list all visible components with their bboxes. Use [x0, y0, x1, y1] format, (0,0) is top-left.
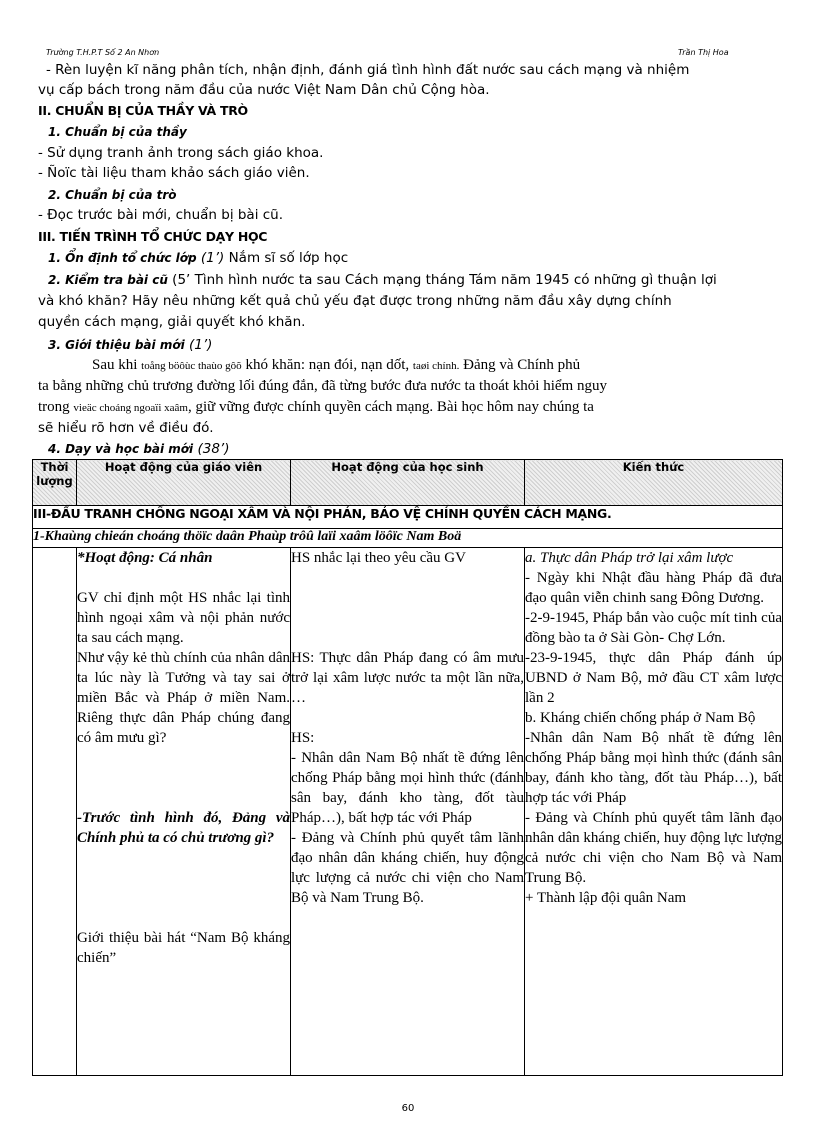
cell-teacher-activity [77, 548, 291, 1076]
section-3-title: III. TIẾN TRÌNH TỔ CHỨC DẠY HỌC [38, 229, 268, 244]
step-1 [48, 248, 788, 268]
cell-time [33, 548, 77, 1076]
cell-paragraph: - Đảng và Chính phủ quyết tâm lãnh đạo nhân dân kháng chiến, huy động lực lượng cả nước chi viện cho Nam Bộ và Nam Trung Bộ. [525, 810, 782, 886]
step-1-text: Nắm sĩ số lớp học [228, 250, 349, 266]
header-school: Trường T.H.P.T Số 2 An Nhơn [46, 48, 160, 57]
cell-paragraph: HS: [291, 730, 315, 746]
cell-paragraph: HS nhắc lại theo yêu cầu GV [291, 550, 466, 566]
table-body-row [33, 548, 783, 1076]
cell-paragraph: - Đảng và Chính phủ quyết tâm lãnh đạo nhân dân kháng chiến, huy động lực lượng cả nước chi viện cho Nam Bộ và Nam Trung Bộ. [291, 830, 524, 906]
lesson-plan-table [32, 459, 783, 1076]
cell-paragraph [77, 888, 290, 908]
intro-text: , giữ vững được chính quyền cách mạng. Bài học hôm nay chúng ta [187, 399, 594, 415]
step-2-text-1: (5’ Tình hình nước ta sau Cách mạng tháng Tám năm 1945 có những gì thuận lợi [167, 272, 717, 288]
step-2-text-2: và khó khăn? Hãy nêu những kết quả chủ yếu đạt được trong những năm đầu xây dựng chính [38, 293, 672, 309]
cell-paragraph [77, 768, 290, 788]
sub-teacher-heading: 1. Chuẩn bị của thầy [48, 125, 187, 139]
student-item-1: - Đọc trước bài mới, chuẩn bị bài cũ. [38, 207, 284, 223]
intro-garbled-text: vieäc choáng ngoaïi xaâm [73, 402, 188, 414]
cell-paragraph [291, 588, 524, 608]
cell-paragraph [77, 748, 290, 768]
cell-paragraph [77, 788, 290, 808]
page-number: 60 [401, 1103, 415, 1114]
cell-paragraph: -Trước tình hình đó, Đảng và Chính phủ ta có chủ trương gì? [77, 810, 290, 846]
cell-paragraph: b. Kháng chiến chống pháp ở Nam Bộ [525, 710, 756, 726]
col-time-header [33, 460, 77, 506]
cell-paragraph [77, 868, 290, 888]
cell-paragraph [77, 568, 290, 588]
intro-garbled-text: taøi chính. [412, 360, 460, 372]
intro-line-1 [92, 355, 816, 376]
table-subsection-row [33, 529, 783, 548]
intro-text: trong [38, 399, 74, 415]
cell-paragraph: a. Thực dân Pháp trở lại xâm lược [525, 550, 734, 566]
cell-paragraph: Như vậy kẻ thù chính của nhân dân ta lúc này là Tưởng và tay sai ở miền Bắc và Pháp ở miền Nam. Riêng thực dân Pháp chúng đang có âm mưu gì? [77, 650, 290, 746]
intro-line-3 [38, 397, 778, 418]
col-student-header: Hoạt động của học sinh [291, 460, 525, 506]
objectives-line-1: - Rèn luyện kĩ năng phân tích, nhận định, đánh giá tình hình đất nước sau cách mạng và nhiệm [46, 62, 690, 78]
teacher-item-2: - Ñoïc tài liệu tham khảo sách giáo viên. [38, 165, 310, 181]
step-4-time: (38’) [193, 441, 230, 457]
section-2-title: II. CHUẨN BỊ CỦA THẦY VÀ TRÒ [38, 103, 248, 118]
cell-paragraph: + Thành lập đội quân Nam [525, 890, 687, 906]
table-header-row [33, 460, 783, 506]
cell-paragraph: GV chỉ định một HS nhắc lại tình hình ngoại xâm và nội phản nước ta sau cách mạng. [77, 590, 290, 646]
cell-paragraph [291, 628, 524, 648]
cell-paragraph [77, 908, 290, 928]
step-1-time: (1’) [196, 250, 229, 266]
step-2-label: 2. Kiểm tra bài cũ [48, 273, 168, 287]
cell-paragraph [291, 608, 524, 628]
cell-paragraph [291, 568, 524, 588]
step-4-label: 4. Dạy và học bài mới [48, 442, 194, 456]
cell-paragraph: *Hoạt động: Cá nhân [77, 550, 213, 566]
step-3-label: 3. Giới thiệu bài mới [48, 338, 185, 352]
objectives-line-2: vụ cấp bách trong năm đầu của nước Việt Nam Dân chủ Cộng hòa. [38, 82, 490, 98]
intro-text: Đảng và Chính phủ [459, 357, 581, 373]
col-teacher-header: Hoạt động của giáo viên [77, 460, 291, 506]
cell-paragraph [291, 708, 524, 728]
header-teacher: Trần Thị Hoa [678, 48, 729, 57]
table-subsection-title: 1-Khaùng chieán choáng thöïc daân Phaùp trôû laïi xaâm löôïc Nam Boä [33, 529, 783, 548]
cell-paragraph [77, 848, 290, 868]
table-section-row [33, 506, 783, 529]
intro-line-4: sẽ hiểu rõ hơn về điều đó. [38, 420, 214, 436]
cell-student-activity [291, 548, 525, 1076]
step-2 [48, 270, 788, 290]
cell-paragraph: -2-9-1945, Pháp bắn vào cuộc mít tinh của đồng bào ta ở Sài Gòn- Chợ Lớn. [525, 610, 782, 646]
step-4 [48, 439, 788, 459]
col-knowledge-header: Kiến thức [525, 460, 783, 506]
cell-paragraph: HS: Thực dân Pháp đang có âm mưu trở lại xâm lược nước ta một lần nữa, … [291, 650, 524, 706]
table-section-title: III-ĐẤU TRANH CHỐNG NGOẠI XÂM VÀ NỘI PHẢN, BẢO VỆ CHÍNH QUYỀN CÁCH MẠNG. [33, 506, 783, 529]
cell-paragraph: Giới thiệu bài hát “Nam Bộ kháng chiến” [77, 930, 290, 966]
intro-text: khó khăn: nạn đói, nạn dốt, [241, 357, 413, 373]
sub-student-heading: 2. Chuẩn bị của trò [48, 188, 177, 202]
step-3 [48, 335, 788, 355]
intro-text: Sau khi [92, 357, 142, 373]
cell-paragraph: - Nhân dân Nam Bộ nhất tề đứng lên chống Pháp bằng mọi hình thức (đánh sân bay, đánh kho tàng, đốt tàu Pháp…), bất hợp tác với Pháp [291, 750, 524, 826]
cell-knowledge [525, 548, 783, 1076]
step-1-label: 1. Ổn định tổ chức lớp [48, 251, 197, 265]
cell-paragraph: -Nhân dân Nam Bộ nhất tề đứng lên chống Pháp bằng mọi hình thức (đánh sân bay, đánh kho tàng, đốt tàu Pháp…), bất hợp tác với Pháp [525, 730, 782, 806]
col-time-line-1: Thời [40, 460, 69, 474]
intro-line-2: ta bằng những chủ trương đường lối đúng đắn, đã từng bước đưa nước ta thoát khỏi hiểm nguy [38, 378, 607, 394]
col-time-line-2: lượng [36, 474, 73, 488]
step-2-text-3: quyền cách mạng, giải quyết khó khăn. [38, 314, 306, 330]
step-3-time: (1’) [184, 337, 213, 353]
cell-paragraph: -23-9-1945, thực dân Pháp đánh úp UBND ở Nam Bộ, mở đầu CT xâm lược lần 2 [525, 650, 782, 706]
cell-paragraph: - Ngày khi Nhật đầu hàng Pháp đã đưa đạo quân viễn chinh sang Đông Dương. [525, 570, 782, 606]
teacher-item-1: - Sử dụng tranh ảnh trong sách giáo khoa. [38, 145, 324, 161]
intro-garbled-text: toång böôùc thaùo gôõ [141, 360, 242, 372]
